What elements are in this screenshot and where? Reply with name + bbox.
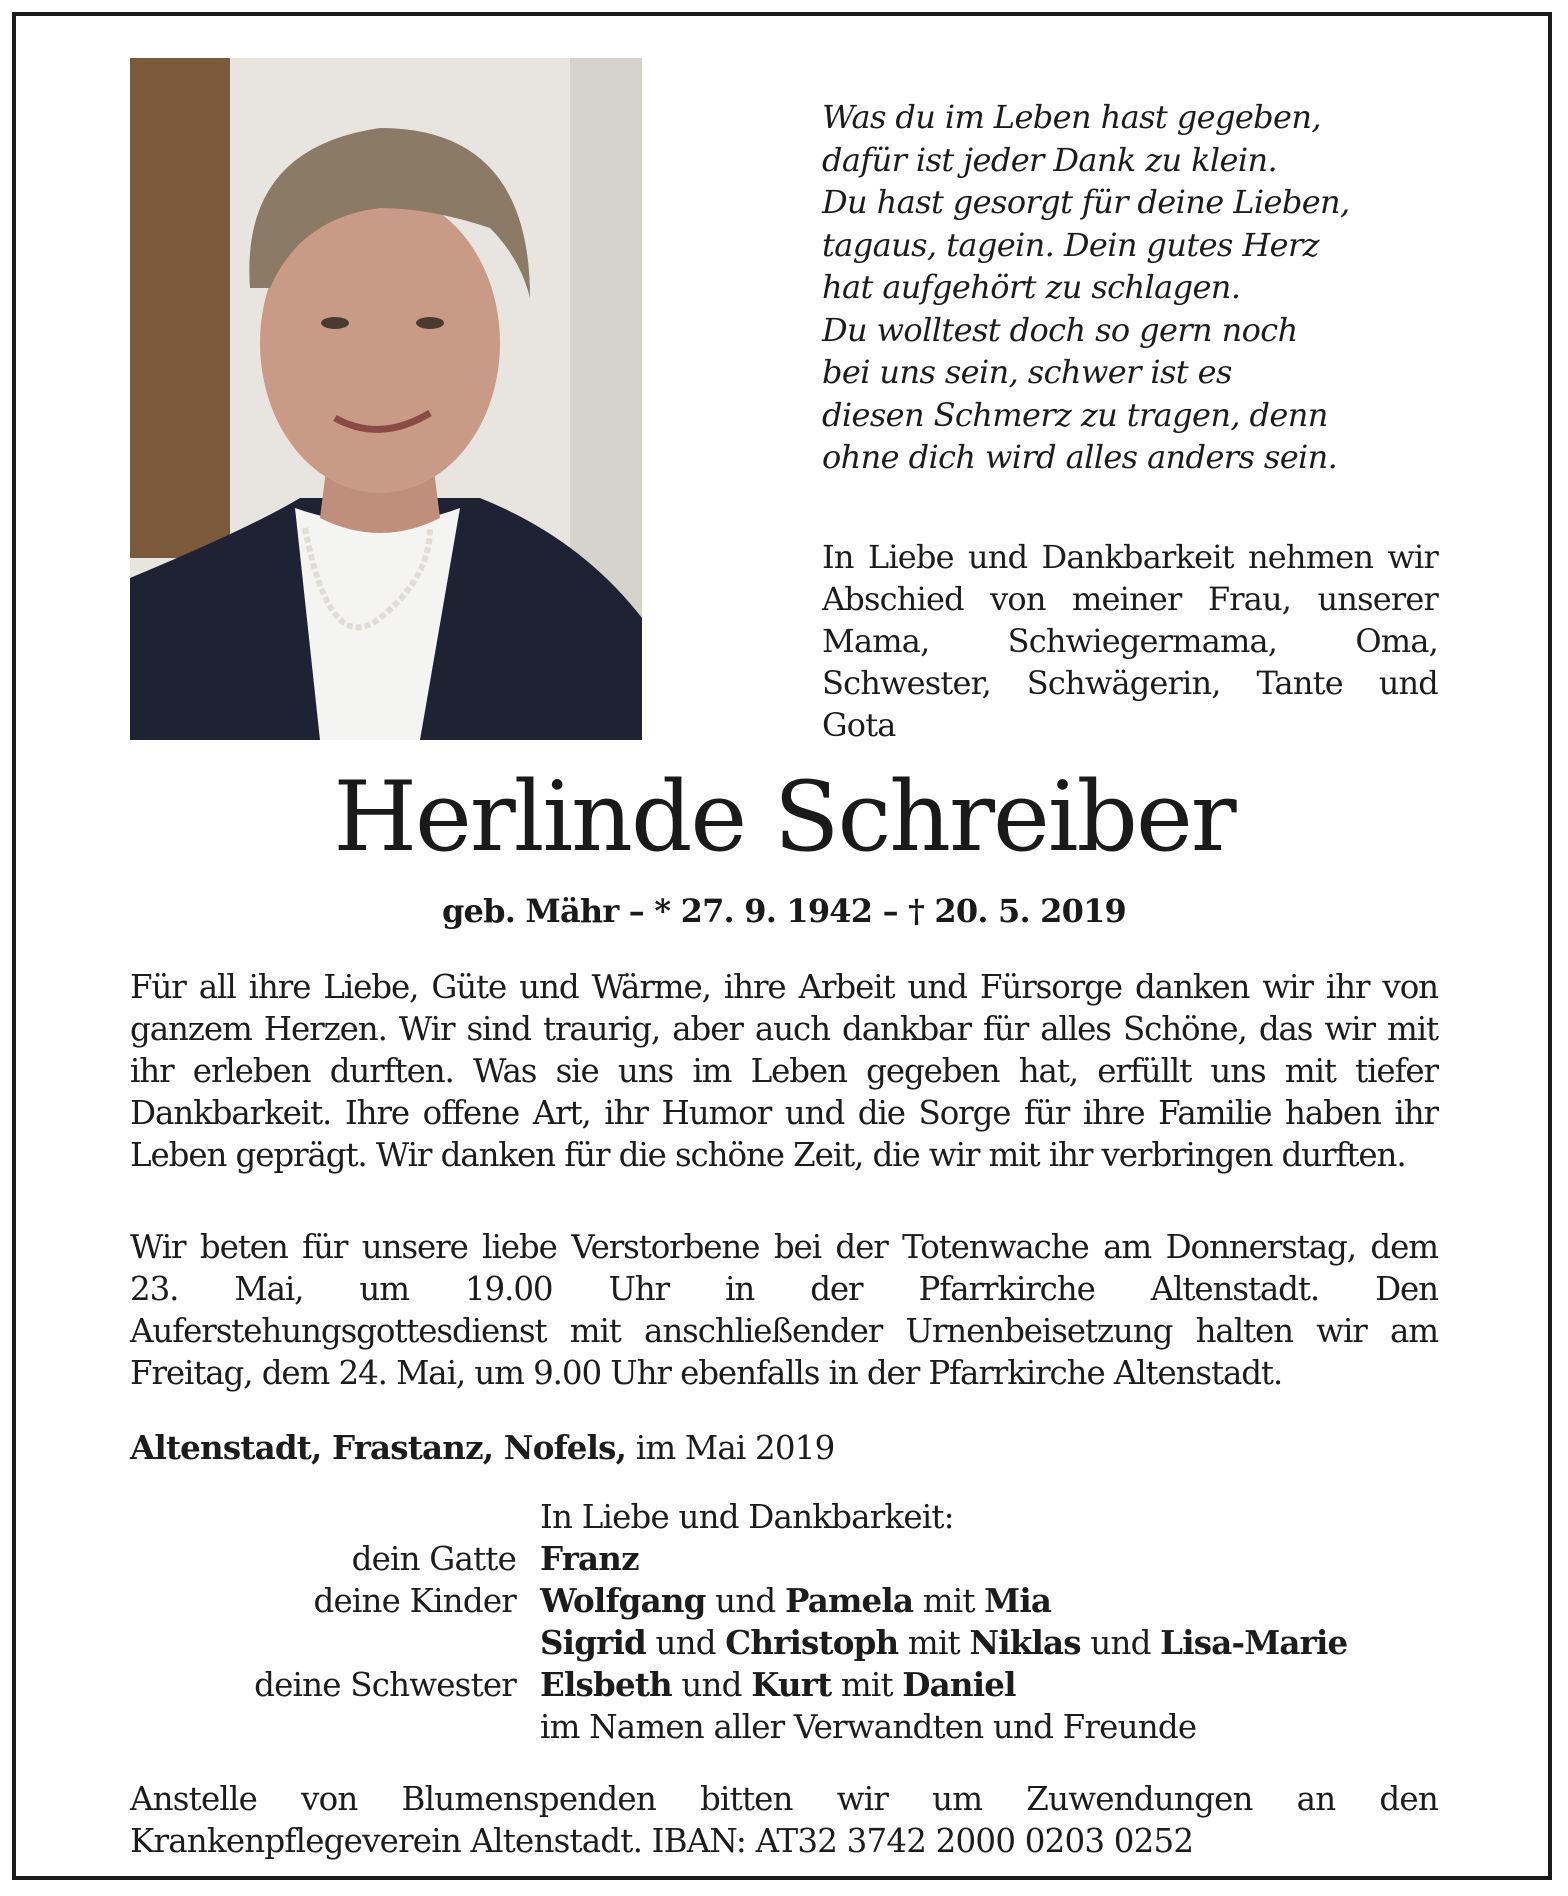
family-name: Wolfgang xyxy=(540,1581,706,1620)
poem-line: tagaus, tagein. Dein gutes Herz xyxy=(822,225,1319,264)
family-row-schwester xyxy=(130,1664,1438,1706)
poem xyxy=(822,96,1522,479)
connector: mit xyxy=(922,1582,975,1620)
service-paragraph: Wir beten für unsere liebe Verstorbene bei der Totenwache am Donnerstag, dem 23. Mai, um 19.00 Uhr in der Pfarrkirche Altenstadt. Den Auferstehungsgottesdienst mit anschließender Urnenbeisetzung halten wir am Freitag, dem 24. Mai, um 9.00 Uhr ebenfalls in der Pfarrkirche Altenstadt. xyxy=(130,1228,1438,1392)
poem-line: Du wolltest doch so gern noch xyxy=(822,310,1298,349)
family-row-kinder2 xyxy=(130,1622,1438,1664)
family-name: Lisa-Marie xyxy=(1160,1623,1348,1662)
family-closing: im Namen aller Verwandten und Freunde xyxy=(540,1708,1197,1746)
family-name: Sigrid xyxy=(540,1623,646,1662)
donation-note: Anstelle von Blumenspenden bitten wir um Zuwendungen an den Krankenpflegeverein Altenstadt. IBAN: AT32 3742 2000 0203 0252 xyxy=(130,1780,1438,1860)
gatte-name: Franz xyxy=(540,1539,639,1578)
family-header: In Liebe und Dankbarkeit: xyxy=(540,1498,954,1536)
family-name: Daniel xyxy=(902,1665,1016,1704)
connector: mit xyxy=(840,1666,893,1704)
poem-line: diesen Schmerz zu tragen, denn xyxy=(822,395,1328,434)
family-header-row xyxy=(130,1496,1438,1538)
poem-line: dafür ist jeder Dank zu klein. xyxy=(822,140,1278,179)
places-bold: Altenstadt, Frastanz, Nofels, xyxy=(130,1428,627,1467)
family-row-gatte xyxy=(130,1538,1438,1580)
connector: und xyxy=(715,1582,776,1620)
connector: und xyxy=(681,1666,742,1704)
family-row-kinder xyxy=(130,1580,1438,1622)
places-line xyxy=(130,1428,1438,1467)
family-name: Mia xyxy=(984,1581,1052,1620)
poem-line: Was du im Leben hast gegeben, xyxy=(822,98,1321,136)
poem-line: ohne dich wird alles anders sein. xyxy=(822,438,1338,476)
birth-death-dates: geb. Mähr – * 27. 9. 1942 – † 20. 5. 2019 xyxy=(441,892,1127,930)
poem-line: bei uns sein, schwer ist es xyxy=(822,353,1232,391)
tribute-paragraph: Für all ihre Liebe, Güte und Wärme, ihre Arbeit und Fürsorge danken wir ihr von ganzem Herzen. Wir sind traurig, aber auch dankbar für alles Schöne, das wir mit ihr erleben durften. Was sie uns im Leben gegeben hat, erfüllt uns mit tiefer Dankbarkeit. Ihre offene Art, ihr Humor und die Sorge für ihre Familie haben ihr Leben geprägt. Wir danken für die schöne Zeit, die wir mit ihr verbringen durften. xyxy=(130,968,1438,1174)
connector: und xyxy=(655,1624,716,1662)
portrait-photo xyxy=(130,58,642,740)
family-name: Pamela xyxy=(784,1581,914,1620)
poem-line: hat aufgehört zu schlagen. xyxy=(822,268,1241,306)
poem-line: Du hast gesorgt für deine Lieben, xyxy=(822,183,1350,221)
connector: mit xyxy=(907,1624,960,1662)
kinder-label: deine Kinder xyxy=(313,1582,516,1620)
family-closing-row xyxy=(130,1706,1438,1748)
family-name: Christoph xyxy=(725,1623,899,1662)
family-list xyxy=(130,1496,1438,1748)
schwester-label: deine Schwester xyxy=(254,1666,516,1704)
family-name: Niklas xyxy=(969,1623,1081,1662)
family-name: Elsbeth xyxy=(540,1665,672,1704)
places-date: im Mai 2019 xyxy=(635,1429,835,1467)
family-name: Kurt xyxy=(751,1665,832,1704)
intro-text: In Liebe und Dankbarkeit nehmen wir Abschied von meiner Frau, unserer Mama, Schwiegermama, Oma, Schwester, Schwägerin, Tante und Gota xyxy=(822,538,1438,744)
gatte-label: dein Gatte xyxy=(351,1540,516,1578)
deceased-name: Herlinde Schreiber xyxy=(333,761,1235,873)
connector: und xyxy=(1090,1624,1151,1662)
